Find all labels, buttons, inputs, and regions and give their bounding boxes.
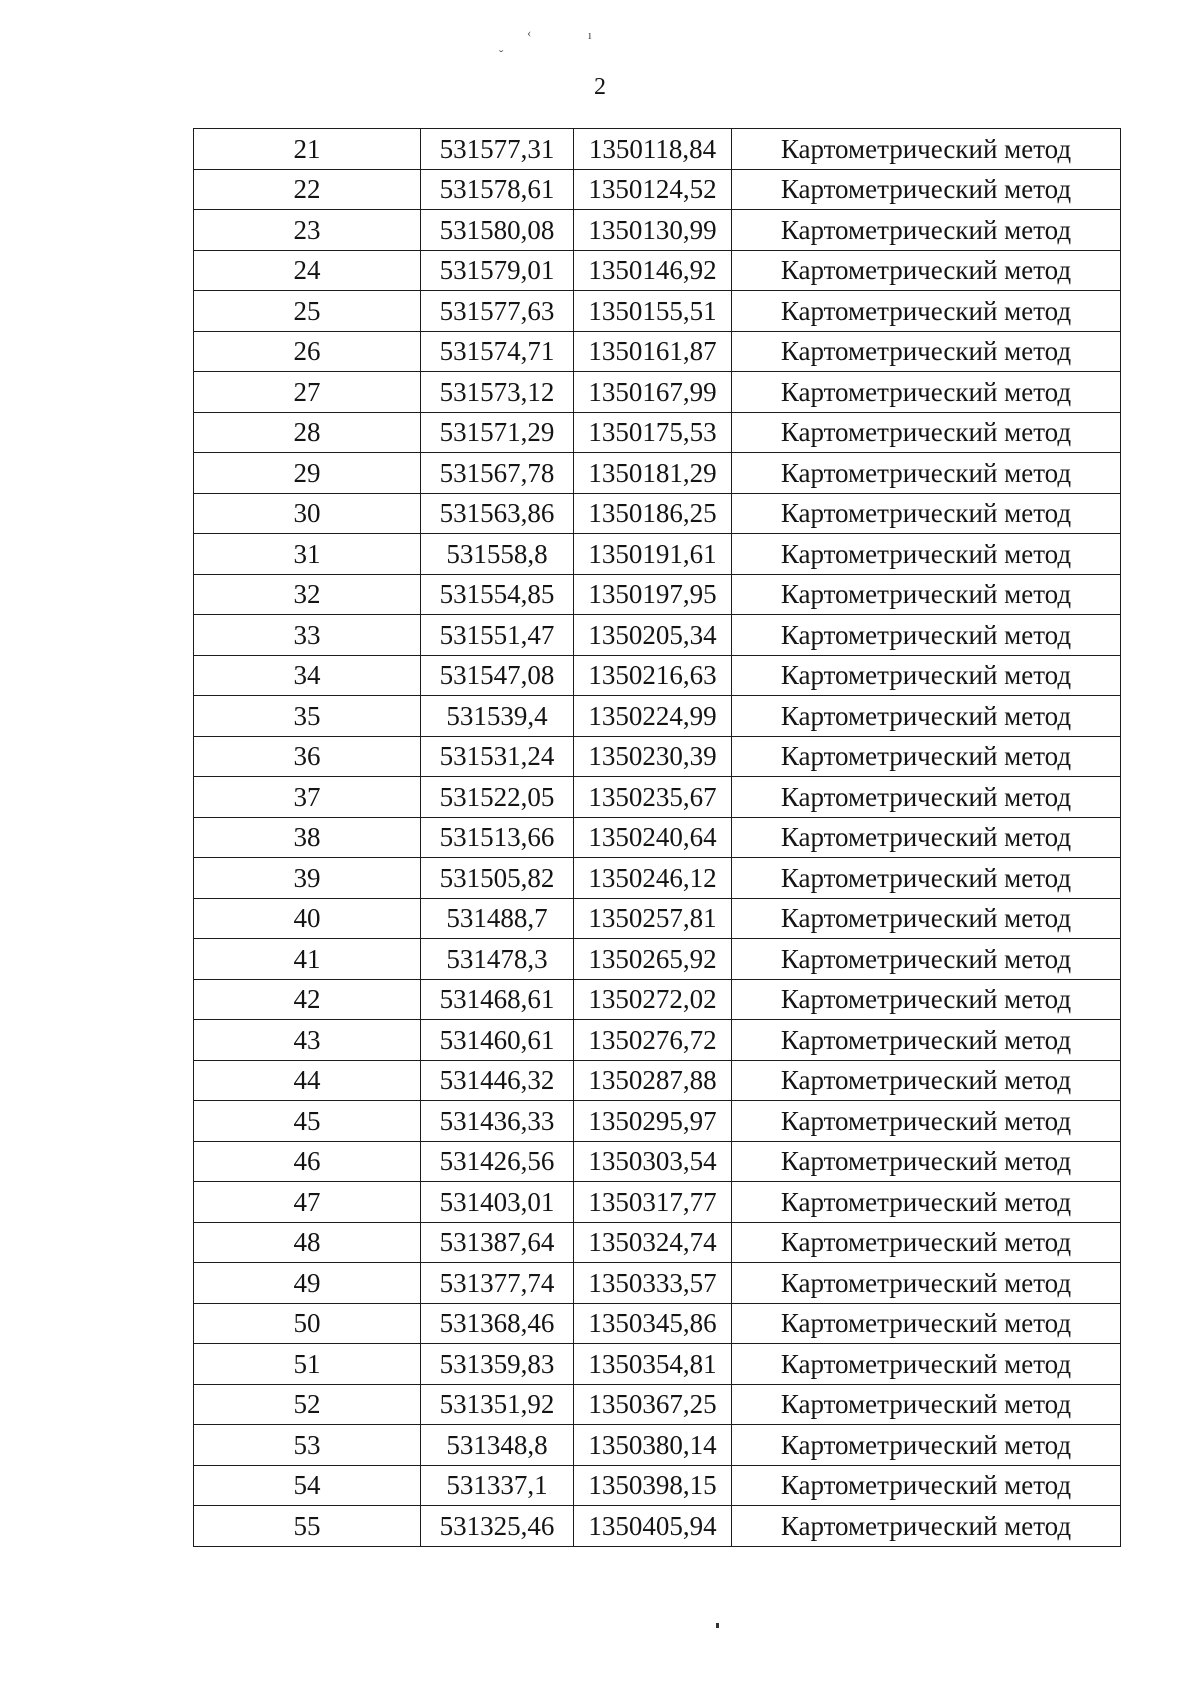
x-coordinate-cell: 531488,7 (421, 898, 574, 939)
y-coordinate-cell: 1350405,94 (574, 1506, 732, 1547)
x-coordinate-cell: 531337,1 (421, 1465, 574, 1506)
point-number-cell: 42 (194, 979, 421, 1020)
y-coordinate-cell: 1350230,39 (574, 736, 732, 777)
x-coordinate-cell: 531359,83 (421, 1344, 574, 1385)
method-cell: Картометрический метод (732, 493, 1121, 534)
table-row (194, 817, 1121, 858)
table-row (194, 291, 1121, 332)
method-cell: Картометрический метод (732, 1425, 1121, 1466)
point-number-cell: 48 (194, 1222, 421, 1263)
point-number-cell: 51 (194, 1344, 421, 1385)
point-number-cell: 46 (194, 1141, 421, 1182)
method-cell: Картометрический метод (732, 817, 1121, 858)
method-cell: Картометрический метод (732, 331, 1121, 372)
method-cell: Картометрический метод (732, 534, 1121, 575)
point-number-cell: 21 (194, 129, 421, 170)
x-coordinate-cell: 531577,31 (421, 129, 574, 170)
point-number-cell: 34 (194, 655, 421, 696)
method-cell: Картометрический метод (732, 979, 1121, 1020)
method-cell: Картометрический метод (732, 615, 1121, 656)
y-coordinate-cell: 1350167,99 (574, 372, 732, 413)
x-coordinate-cell: 531387,64 (421, 1222, 574, 1263)
table-row (194, 1263, 1121, 1304)
table-row (194, 777, 1121, 818)
method-cell: Картометрический метод (732, 169, 1121, 210)
y-coordinate-cell: 1350265,92 (574, 939, 732, 980)
coordinates-table (193, 128, 1121, 1547)
method-cell: Картометрический метод (732, 129, 1121, 170)
table-row (194, 898, 1121, 939)
table-row (194, 1384, 1121, 1425)
x-coordinate-cell: 531571,29 (421, 412, 574, 453)
method-cell: Картометрический метод (732, 1060, 1121, 1101)
table-row (194, 493, 1121, 534)
point-number-cell: 22 (194, 169, 421, 210)
method-cell: Картометрический метод (732, 1222, 1121, 1263)
x-coordinate-cell: 531554,85 (421, 574, 574, 615)
x-coordinate-cell: 531403,01 (421, 1182, 574, 1223)
point-number-cell: 54 (194, 1465, 421, 1506)
x-coordinate-cell: 531348,8 (421, 1425, 574, 1466)
table-row (194, 250, 1121, 291)
scan-speck: ‹ (527, 25, 532, 40)
y-coordinate-cell: 1350197,95 (574, 574, 732, 615)
method-cell: Картометрический метод (732, 210, 1121, 251)
table-row (194, 1425, 1121, 1466)
x-coordinate-cell: 531377,74 (421, 1263, 574, 1304)
y-coordinate-cell: 1350303,54 (574, 1141, 732, 1182)
table-row (194, 655, 1121, 696)
x-coordinate-cell: 531460,61 (421, 1020, 574, 1061)
table-row (194, 615, 1121, 656)
method-cell: Картометрический метод (732, 372, 1121, 413)
table-row (194, 331, 1121, 372)
y-coordinate-cell: 1350118,84 (574, 129, 732, 170)
y-coordinate-cell: 1350130,99 (574, 210, 732, 251)
y-coordinate-cell: 1350367,25 (574, 1384, 732, 1425)
coordinates-table-body (194, 129, 1121, 1547)
point-number-cell: 41 (194, 939, 421, 980)
method-cell: Картометрический метод (732, 696, 1121, 737)
y-coordinate-cell: 1350295,97 (574, 1101, 732, 1142)
x-coordinate-cell: 531547,08 (421, 655, 574, 696)
y-coordinate-cell: 1350181,29 (574, 453, 732, 494)
x-coordinate-cell: 531368,46 (421, 1303, 574, 1344)
method-cell: Картометрический метод (732, 453, 1121, 494)
point-number-cell: 47 (194, 1182, 421, 1223)
method-cell: Картометрический метод (732, 898, 1121, 939)
x-coordinate-cell: 531551,47 (421, 615, 574, 656)
method-cell: Картометрический метод (732, 736, 1121, 777)
point-number-cell: 31 (194, 534, 421, 575)
method-cell: Картометрический метод (732, 1263, 1121, 1304)
point-number-cell: 29 (194, 453, 421, 494)
x-coordinate-cell: 531468,61 (421, 979, 574, 1020)
table-row (194, 939, 1121, 980)
x-coordinate-cell: 531567,78 (421, 453, 574, 494)
point-number-cell: 33 (194, 615, 421, 656)
table-row (194, 210, 1121, 251)
method-cell: Картометрический метод (732, 412, 1121, 453)
scan-speck: ˇ (499, 47, 504, 62)
point-number-cell: 43 (194, 1020, 421, 1061)
x-coordinate-cell: 531579,01 (421, 250, 574, 291)
point-number-cell: 40 (194, 898, 421, 939)
method-cell: Картометрический метод (732, 1506, 1121, 1547)
point-number-cell: 24 (194, 250, 421, 291)
point-number-cell: 50 (194, 1303, 421, 1344)
y-coordinate-cell: 1350317,77 (574, 1182, 732, 1223)
y-coordinate-cell: 1350246,12 (574, 858, 732, 899)
y-coordinate-cell: 1350161,87 (574, 331, 732, 372)
method-cell: Картометрический метод (732, 777, 1121, 818)
point-number-cell: 35 (194, 696, 421, 737)
x-coordinate-cell: 531478,3 (421, 939, 574, 980)
x-coordinate-cell: 531574,71 (421, 331, 574, 372)
point-number-cell: 37 (194, 777, 421, 818)
table-row (194, 1182, 1121, 1223)
x-coordinate-cell: 531558,8 (421, 534, 574, 575)
table-row (194, 1141, 1121, 1182)
table-row (194, 169, 1121, 210)
method-cell: Картометрический метод (732, 1141, 1121, 1182)
y-coordinate-cell: 1350257,81 (574, 898, 732, 939)
method-cell: Картометрический метод (732, 574, 1121, 615)
y-coordinate-cell: 1350124,52 (574, 169, 732, 210)
y-coordinate-cell: 1350146,92 (574, 250, 732, 291)
point-number-cell: 25 (194, 291, 421, 332)
point-number-cell: 39 (194, 858, 421, 899)
method-cell: Картометрический метод (732, 858, 1121, 899)
y-coordinate-cell: 1350333,57 (574, 1263, 732, 1304)
point-number-cell: 49 (194, 1263, 421, 1304)
point-number-cell: 23 (194, 210, 421, 251)
method-cell: Картометрический метод (732, 1384, 1121, 1425)
table-row (194, 412, 1121, 453)
point-number-cell: 36 (194, 736, 421, 777)
table-row (194, 1060, 1121, 1101)
method-cell: Картометрический метод (732, 1465, 1121, 1506)
x-coordinate-cell: 531436,33 (421, 1101, 574, 1142)
y-coordinate-cell: 1350191,61 (574, 534, 732, 575)
method-cell: Картометрический метод (732, 250, 1121, 291)
table-row (194, 979, 1121, 1020)
method-cell: Картометрический метод (732, 291, 1121, 332)
x-coordinate-cell: 531563,86 (421, 493, 574, 534)
point-number-cell: 26 (194, 331, 421, 372)
y-coordinate-cell: 1350224,99 (574, 696, 732, 737)
x-coordinate-cell: 531539,4 (421, 696, 574, 737)
point-number-cell: 38 (194, 817, 421, 858)
x-coordinate-cell: 531573,12 (421, 372, 574, 413)
x-coordinate-cell: 531351,92 (421, 1384, 574, 1425)
method-cell: Картометрический метод (732, 655, 1121, 696)
scan-speck: ı (588, 27, 592, 42)
point-number-cell: 45 (194, 1101, 421, 1142)
point-number-cell: 53 (194, 1425, 421, 1466)
table-row (194, 1465, 1121, 1506)
table-row (194, 1222, 1121, 1263)
x-coordinate-cell: 531446,32 (421, 1060, 574, 1101)
y-coordinate-cell: 1350287,88 (574, 1060, 732, 1101)
table-row (194, 1020, 1121, 1061)
y-coordinate-cell: 1350272,02 (574, 979, 732, 1020)
table-row (194, 1344, 1121, 1385)
y-coordinate-cell: 1350354,81 (574, 1344, 732, 1385)
method-cell: Картометрический метод (732, 939, 1121, 980)
method-cell: Картометрический метод (732, 1101, 1121, 1142)
y-coordinate-cell: 1350155,51 (574, 291, 732, 332)
table-row (194, 1303, 1121, 1344)
x-coordinate-cell: 531325,46 (421, 1506, 574, 1547)
y-coordinate-cell: 1350205,34 (574, 615, 732, 656)
x-coordinate-cell: 531426,56 (421, 1141, 574, 1182)
method-cell: Картометрический метод (732, 1344, 1121, 1385)
y-coordinate-cell: 1350240,64 (574, 817, 732, 858)
table-row (194, 534, 1121, 575)
method-cell: Картометрический метод (732, 1020, 1121, 1061)
point-number-cell: 30 (194, 493, 421, 534)
point-number-cell: 32 (194, 574, 421, 615)
y-coordinate-cell: 1350235,67 (574, 777, 732, 818)
table-row (194, 453, 1121, 494)
point-number-cell: 44 (194, 1060, 421, 1101)
table-row (194, 1101, 1121, 1142)
x-coordinate-cell: 531580,08 (421, 210, 574, 251)
table-row (194, 858, 1121, 899)
y-coordinate-cell: 1350276,72 (574, 1020, 732, 1061)
method-cell: Картометрический метод (732, 1182, 1121, 1223)
scan-mark (716, 1623, 719, 1628)
point-number-cell: 28 (194, 412, 421, 453)
x-coordinate-cell: 531513,66 (421, 817, 574, 858)
page-number: 2 (594, 74, 606, 100)
y-coordinate-cell: 1350345,86 (574, 1303, 732, 1344)
table-row (194, 736, 1121, 777)
point-number-cell: 52 (194, 1384, 421, 1425)
table-row (194, 372, 1121, 413)
x-coordinate-cell: 531577,63 (421, 291, 574, 332)
table-row (194, 129, 1121, 170)
y-coordinate-cell: 1350324,74 (574, 1222, 732, 1263)
table-row (194, 696, 1121, 737)
method-cell: Картометрический метод (732, 1303, 1121, 1344)
x-coordinate-cell: 531531,24 (421, 736, 574, 777)
table-row (194, 574, 1121, 615)
y-coordinate-cell: 1350175,53 (574, 412, 732, 453)
x-coordinate-cell: 531522,05 (421, 777, 574, 818)
y-coordinate-cell: 1350380,14 (574, 1425, 732, 1466)
point-number-cell: 27 (194, 372, 421, 413)
y-coordinate-cell: 1350398,15 (574, 1465, 732, 1506)
table-row (194, 1506, 1121, 1547)
x-coordinate-cell: 531578,61 (421, 169, 574, 210)
x-coordinate-cell: 531505,82 (421, 858, 574, 899)
y-coordinate-cell: 1350186,25 (574, 493, 732, 534)
point-number-cell: 55 (194, 1506, 421, 1547)
y-coordinate-cell: 1350216,63 (574, 655, 732, 696)
